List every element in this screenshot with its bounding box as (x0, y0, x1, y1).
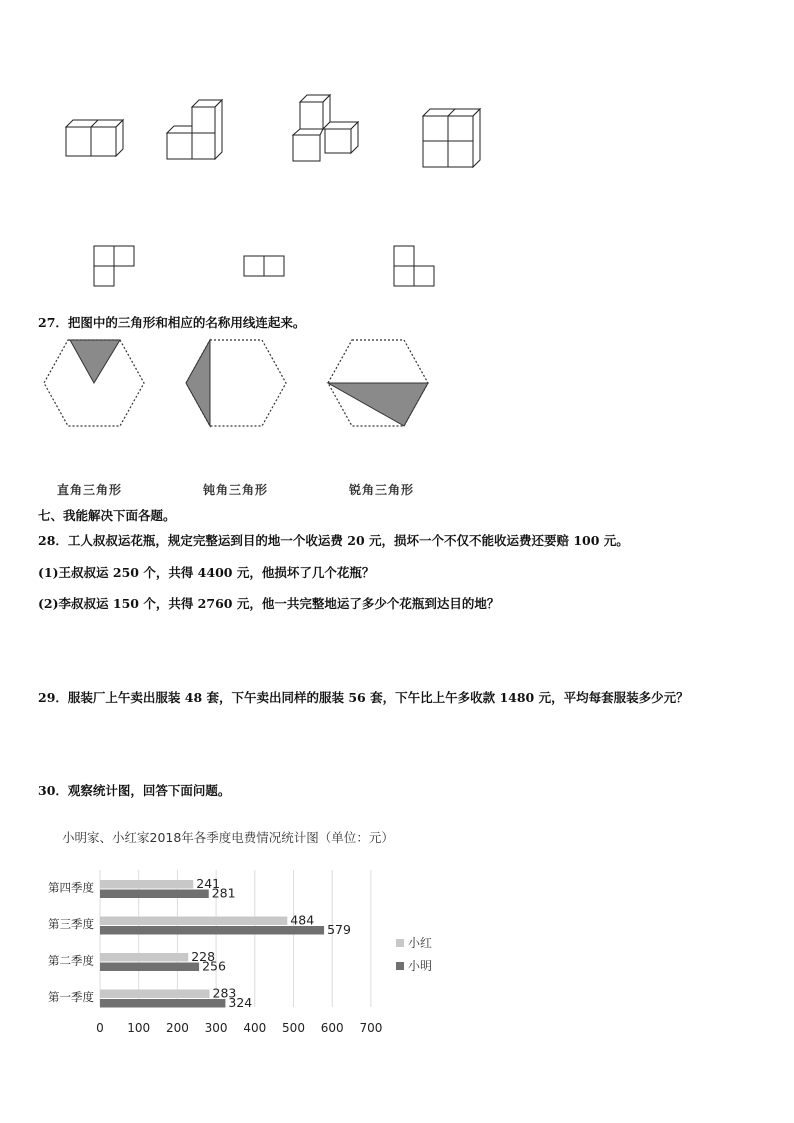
x-tick-label: 700 (359, 1021, 383, 1035)
hexagon-figure-1 (40, 336, 150, 431)
x-tick-label: 200 (165, 1021, 189, 1035)
hexagon-figure-3 (324, 336, 434, 431)
bar-xiaohong (100, 990, 210, 999)
legend-item-xiaoming (396, 957, 432, 974)
category-label: 第三季度 (48, 917, 94, 931)
q28-sub2: (2)李叔叔运 150 个，共得 2760 元，他一共完整地运了多少个花瓶到达目的地？ (38, 596, 500, 611)
cube-figure-1 (60, 110, 130, 180)
data-label: 579 (327, 922, 351, 937)
cube-figure-2 (160, 95, 230, 165)
data-label: 241 (196, 876, 221, 891)
view-figure-2 (242, 254, 292, 284)
legend-swatch-xiaohong (396, 939, 404, 947)
bar-xiaoming (100, 890, 209, 899)
legend-label-xiaohong: 小红 (408, 936, 433, 950)
cube-figure-4 (418, 102, 488, 172)
x-tick-label: 400 (243, 1021, 267, 1035)
legend-label-xiaoming: 小明 (408, 959, 433, 973)
x-tick-label: 0 (96, 1021, 104, 1035)
cube-figure-3 (288, 90, 368, 170)
q27-text: 27．把图中的三角形和相应的名称用线连起来。 (38, 315, 306, 330)
q28-text: 28．工人叔叔运花瓶，规定完整运到目的地一个收运费 20 元，损坏一个不仅不能收运费还要赔 100 元。 (38, 533, 629, 548)
label-acute-triangle: 锐角三角形 (349, 483, 415, 497)
bar-xiaohong (100, 917, 287, 926)
legend-swatch-xiaoming (396, 962, 404, 970)
data-label: 281 (211, 885, 236, 901)
chart-title: 小明家、小红家2018年各季度电费情况统计图（单位：元） (62, 830, 394, 845)
category-label: 第一季度 (48, 990, 94, 1004)
hexagon-figure-2 (182, 336, 292, 431)
chart-legend (396, 934, 432, 974)
bar-chart (38, 862, 438, 1062)
category-label: 第四季度 (48, 880, 94, 895)
bar-xiaohong (100, 880, 193, 889)
data-label: 283 (212, 985, 237, 1001)
q28-sub1: (1)王叔叔运 250 个，共得 4400 元，他损坏了几个花瓶？ (38, 565, 375, 580)
q29-text: 29．服装厂上午卖出服装 48 套，下午卖出同样的服装 56 套，下午比上午多收款 1480 元，平均每套服装多少元？ (38, 690, 689, 705)
legend-item-xiaohong (396, 934, 432, 951)
view-figure-1 (92, 244, 142, 294)
data-label: 324 (228, 995, 253, 1010)
x-tick-label: 300 (204, 1021, 228, 1035)
x-tick-label: 500 (282, 1021, 305, 1035)
label-right-triangle: 直角三角形 (57, 483, 123, 497)
category-label: 第二季度 (48, 953, 94, 968)
x-tick-label: 600 (320, 1021, 344, 1035)
data-label: 484 (290, 912, 315, 928)
data-label: 228 (191, 949, 216, 964)
x-tick-label: 100 (127, 1021, 151, 1035)
bar-xiaoming (100, 999, 225, 1008)
bar-xiaohong (100, 953, 188, 962)
label-obtuse-triangle: 钝角三角形 (203, 483, 269, 497)
data-label: 256 (202, 958, 226, 974)
bar-xiaoming (100, 963, 199, 972)
section-7-heading: 七、我能解决下面各题。 (38, 508, 176, 523)
view-figure-3 (392, 244, 442, 294)
q30-text: 30．观察统计图，回答下面问题。 (38, 783, 231, 798)
